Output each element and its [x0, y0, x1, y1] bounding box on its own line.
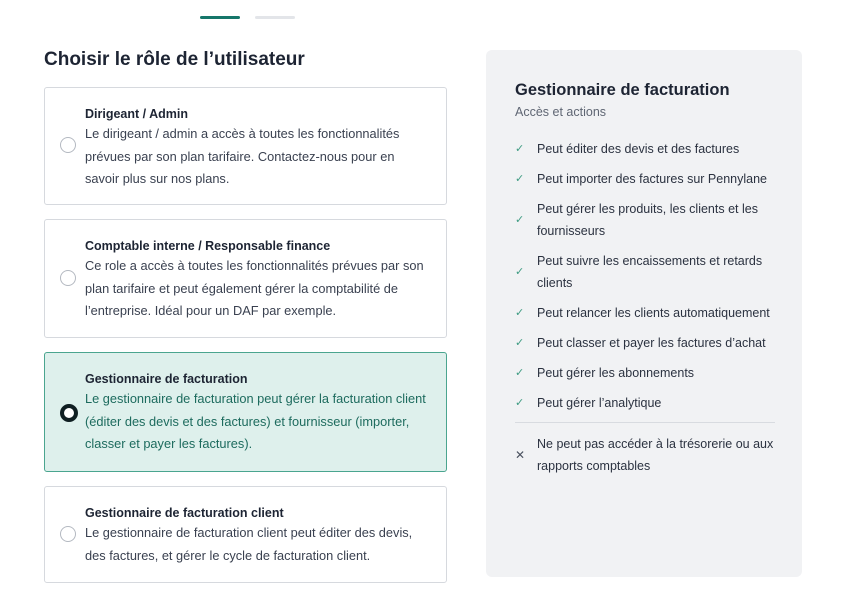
stepper-step-2: [255, 16, 295, 19]
radio-button-checked[interactable]: [60, 404, 78, 422]
check-icon: ✓: [515, 143, 525, 155]
role-description: Le gestionnaire de facturation peut gérer la facturation client (éditer des devis et des factures) et fournisseur (importer, classer et payer les factures).: [85, 391, 426, 451]
stepper: [200, 16, 295, 19]
role-option-billing-manager[interactable]: [44, 352, 447, 472]
divider: [515, 422, 775, 423]
role-title: Comptable interne / Responsable finance: [85, 239, 331, 253]
permission-item: ✓ Peut gérer les abonnements: [515, 362, 775, 384]
radio-button[interactable]: [60, 137, 76, 153]
role-title: Dirigeant / Admin: [85, 107, 189, 121]
role-description: Ce role a accès à toutes les fonctionnalités prévues par son plan tarifaire et peut également gérer la comptabilité de l’entreprise. Idéal pour un DAF par exemple.: [85, 258, 424, 318]
role-description: Le dirigeant / admin a accès à toutes les fonctionnalités prévues par son plan tarifaire. Contactez-nous pour en savoir plus sur nos plans.: [85, 126, 400, 186]
role-title: Gestionnaire de facturation: [85, 372, 248, 386]
panel-subtitle: Accès et actions: [515, 105, 607, 119]
check-icon: ✓: [515, 397, 525, 409]
role-description: Le gestionnaire de facturation client peut éditer des devis, des factures, et gérer le cycle de facturation client.: [85, 525, 413, 563]
permission-item: ✓ Peut gérer les produits, les clients et les fournisseurs: [515, 202, 758, 238]
permission-item: ✓ Peut suivre les encaissements et retards clients: [515, 254, 763, 290]
permission-list: [515, 138, 775, 485]
panel-title: Gestionnaire de facturation: [515, 81, 730, 99]
stepper-step-1: [200, 16, 240, 19]
restriction-item: ✕ Ne peut pas accéder à la trésorerie ou aux rapports comptables: [515, 437, 774, 473]
check-icon: ✓: [515, 173, 525, 185]
permission-item: ✓ Peut gérer l’analytique: [515, 392, 775, 414]
role-permissions-panel: [486, 50, 802, 577]
cross-icon: ✕: [515, 448, 526, 462]
check-icon: ✓: [515, 337, 525, 349]
permission-item: ✓ Peut classer et payer les factures d’achat: [515, 332, 775, 354]
check-icon: ✓: [515, 307, 525, 319]
permission-item: ✓ Peut importer des factures sur Pennylane: [515, 168, 775, 190]
page-title: Choisir le rôle de l’utilisateur: [44, 49, 305, 70]
role-title: Gestionnaire de facturation client: [85, 506, 284, 520]
check-icon: ✓: [515, 266, 525, 278]
role-option-internal-accountant[interactable]: [44, 219, 447, 338]
radio-button[interactable]: [60, 270, 76, 286]
radio-button[interactable]: [60, 526, 76, 542]
check-icon: ✓: [515, 214, 525, 226]
permission-item: ✓ Peut relancer les clients automatiquement: [515, 302, 775, 324]
role-option-admin[interactable]: [44, 87, 447, 205]
permission-item: ✓ Peut éditer des devis et des factures: [515, 138, 775, 160]
role-option-client-billing-manager[interactable]: [44, 486, 447, 583]
check-icon: ✓: [515, 367, 525, 379]
